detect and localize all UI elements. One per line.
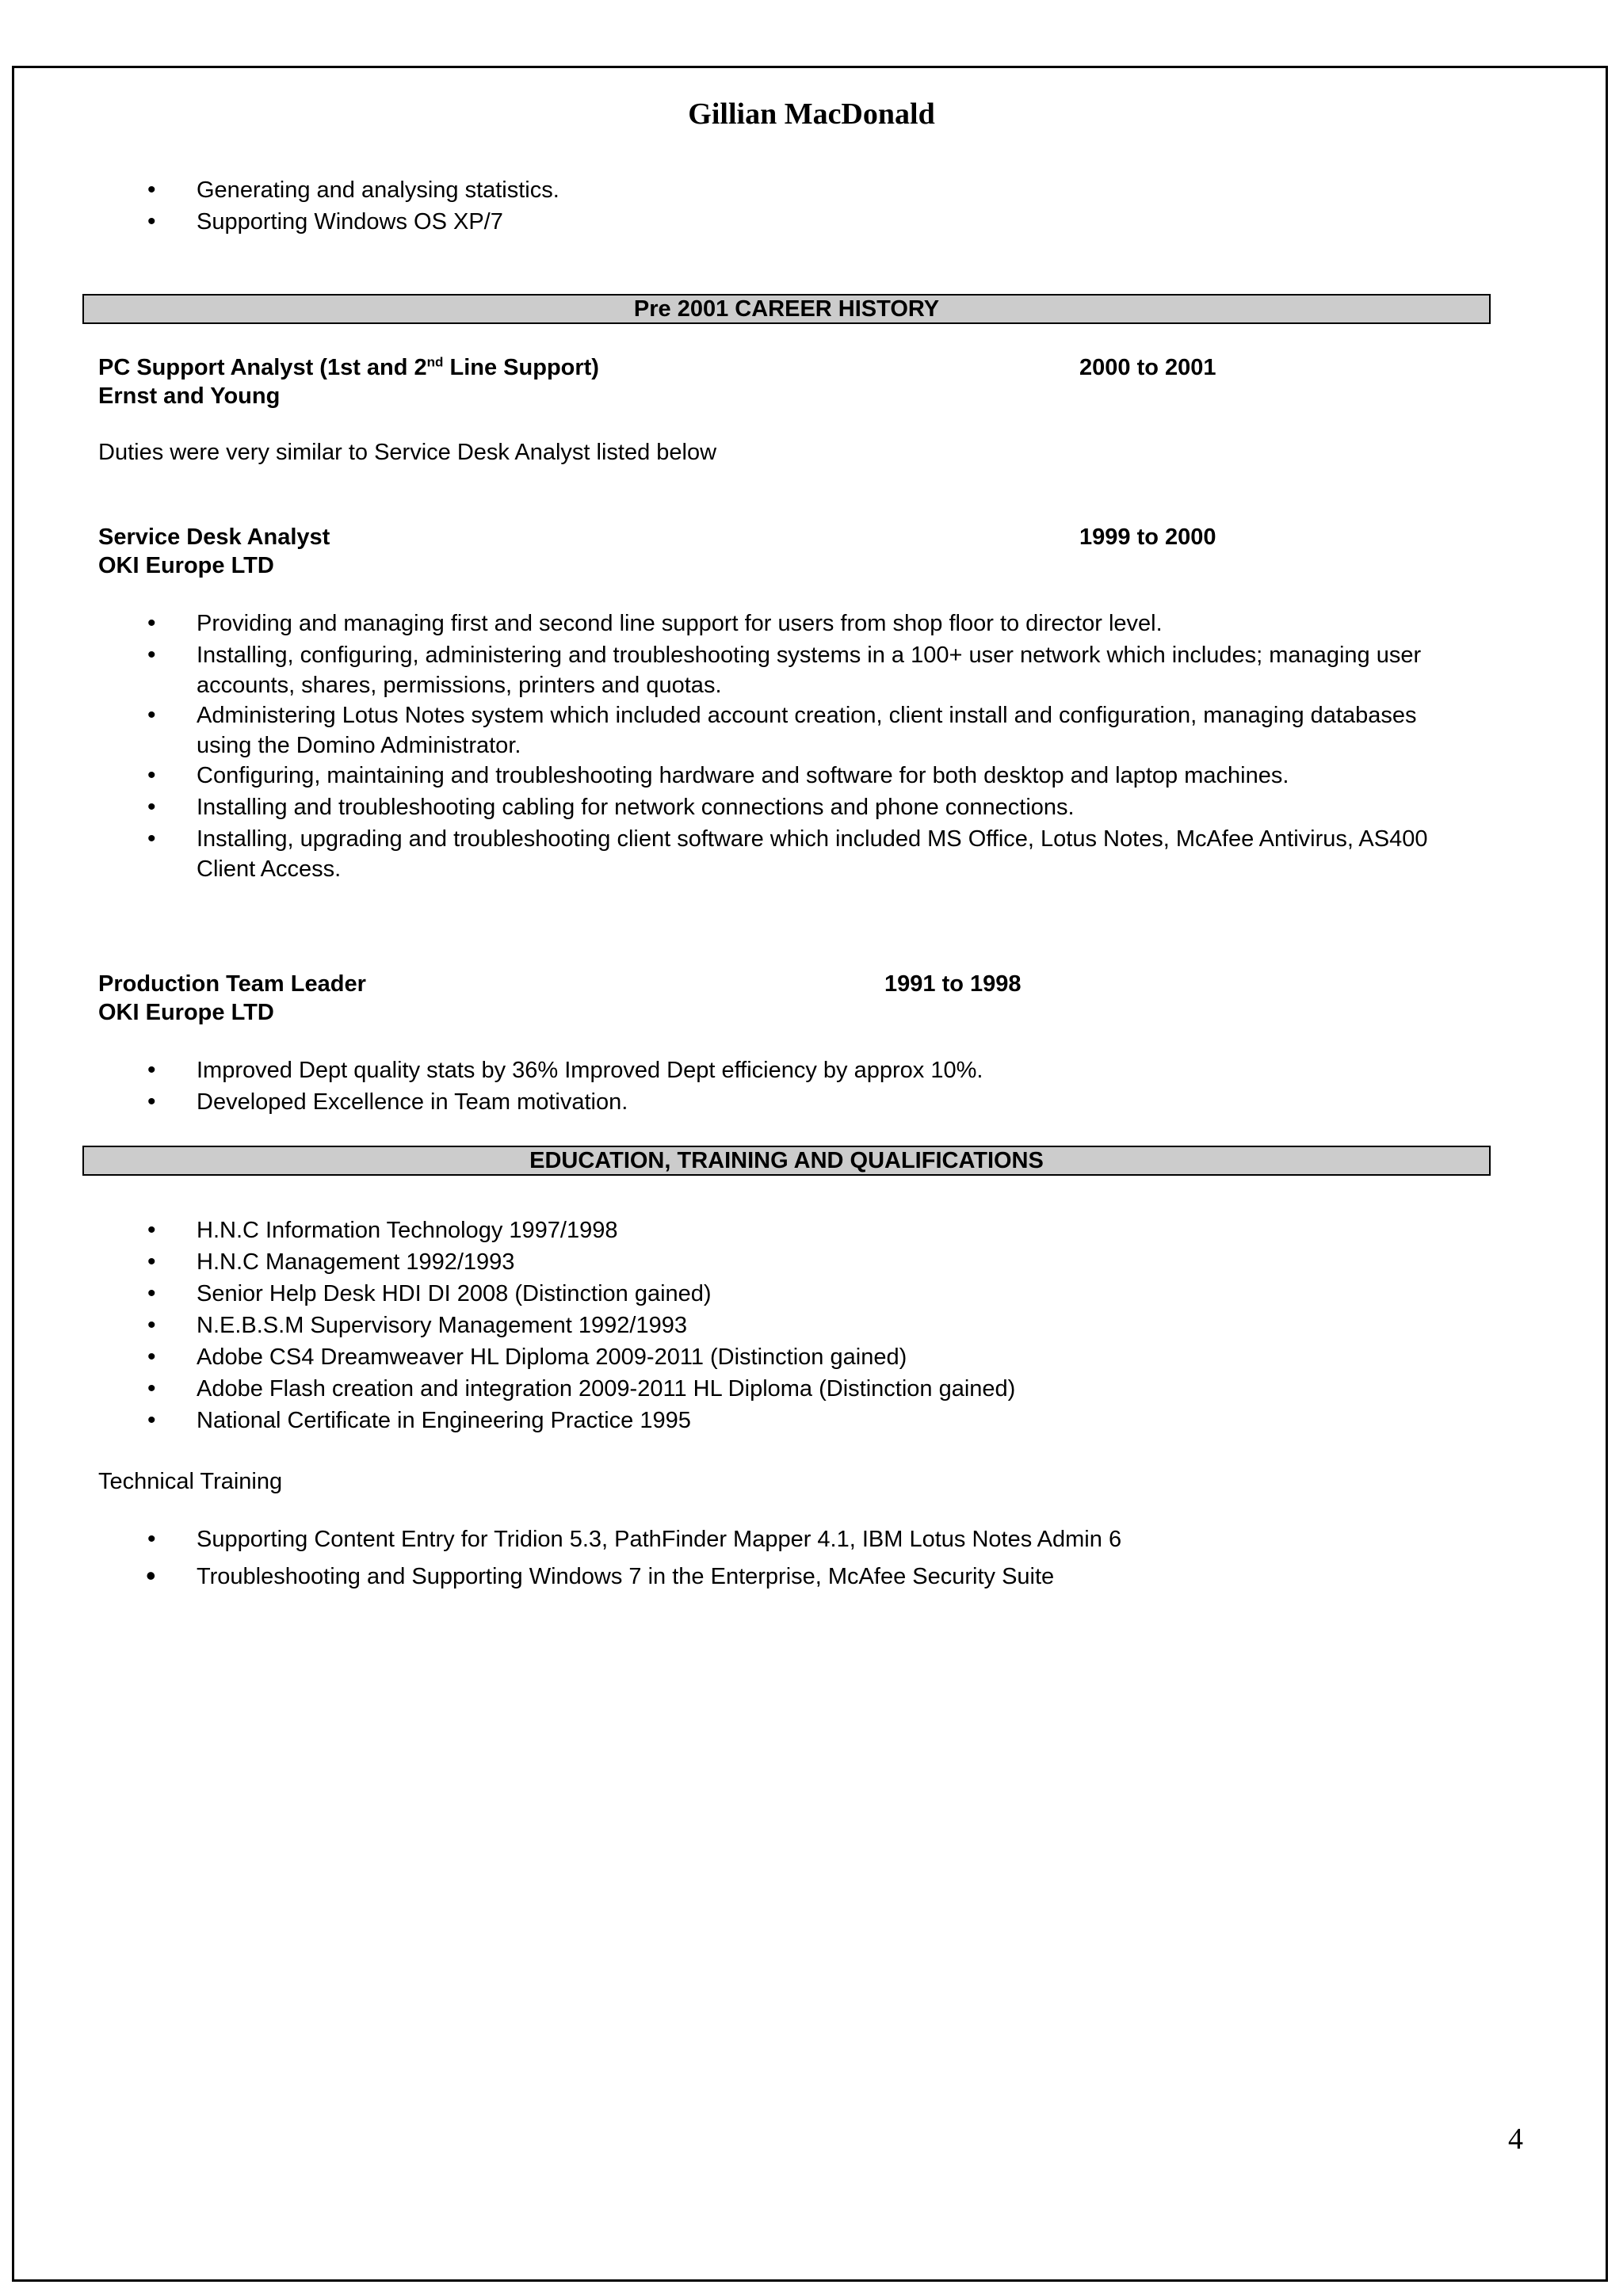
candidate-name: Gillian MacDonald (688, 97, 935, 131)
duty-item-continued: accounts, shares, permissions, printers and quotas. (197, 673, 722, 698)
section-header-career: Pre 2001 CAREER HISTORY (82, 294, 1491, 324)
bullet-icon: • (147, 177, 156, 203)
duty-item: Configuring, maintaining and troubleshooting hardware and software for both desktop and laptop machines. (197, 763, 1289, 788)
qualification-item: H.N.C Information Technology 1997/1998 (197, 1218, 618, 1243)
achievement-item: Improved Dept quality stats by 36% Improved Dept efficiency by approx 10%. (197, 1058, 983, 1083)
job-company: OKI Europe LTD (98, 1000, 274, 1025)
bullet-icon: • (147, 794, 156, 820)
bullet-icon: • (147, 1526, 156, 1552)
bullet-icon: • (147, 642, 156, 668)
qualification-item: H.N.C Management 1992/1993 (197, 1249, 515, 1275)
intro-bullet: Supporting Windows OS XP/7 (197, 209, 503, 235)
qualification-item: Adobe Flash creation and integration 2009-2011 HL Diploma (Distinction gained) (197, 1376, 1016, 1402)
duty-item: Installing and troubleshooting cabling for network connections and phone connections. (197, 795, 1075, 820)
qualification-item: Senior Help Desk HDI DI 2008 (Distinction gained) (197, 1281, 712, 1306)
bullet-icon: • (147, 1249, 156, 1275)
job-company: OKI Europe LTD (98, 553, 274, 578)
bullet-icon: • (147, 610, 156, 636)
achievement-item: Developed Excellence in Team motivation. (197, 1089, 628, 1115)
duty-item: Installing, configuring, administering and troubleshooting systems in a 100+ user network which includes; managing user (197, 643, 1422, 668)
bullet-icon: • (147, 1089, 156, 1115)
duty-item-continued: using the Domino Administrator. (197, 733, 521, 758)
qualification-item: Adobe CS4 Dreamweaver HL Diploma 2009-2011 (Distinction gained) (197, 1344, 907, 1370)
technical-item: Supporting Content Entry for Tridion 5.3, PathFinder Mapper 4.1, IBM Lotus Notes Admin 6 (197, 1527, 1122, 1552)
job-title: PC Support Analyst (1st and 2nd Line Support) (98, 354, 599, 380)
bullet-icon: • (147, 826, 156, 852)
bullet-icon: • (147, 1217, 156, 1243)
job-title: Production Team Leader (98, 971, 366, 997)
bullet-icon: • (147, 1375, 156, 1402)
duty-item: Providing and managing first and second line support for users from shop floor to director level. (197, 611, 1163, 636)
bullet-icon: • (147, 208, 156, 235)
bullet-icon: • (147, 762, 156, 788)
technical-training-label: Technical Training (98, 1469, 283, 1494)
bullet-icon: • (147, 1312, 156, 1338)
duty-item: Administering Lotus Notes system which included account creation, client install and configuration, managing databases (197, 703, 1417, 728)
bullet-icon: • (147, 1344, 156, 1370)
bullet-icon: • (147, 702, 156, 728)
duty-item: Installing, upgrading and troubleshooting client software which included MS Office, Lotus Notes, McAfee Antivirus, AS400 (197, 826, 1428, 852)
qualification-item: National Certificate in Engineering Practice 1995 (197, 1408, 691, 1433)
job-dates: 2000 to 2001 (1079, 355, 1216, 380)
job-dates: 1991 to 1998 (884, 971, 1022, 997)
job-company: Ernst and Young (98, 383, 281, 409)
qualification-item: N.E.B.S.M Supervisory Management 1992/1993 (197, 1313, 687, 1338)
page-number: 4 (1508, 2122, 1523, 2156)
intro-bullet: Generating and analysing statistics. (197, 177, 559, 203)
job-dates: 1999 to 2000 (1079, 524, 1216, 550)
technical-item: Troubleshooting and Supporting Windows 7 in the Enterprise, McAfee Security Suite (197, 1564, 1055, 1589)
section-header-education: EDUCATION, TRAINING AND QUALIFICATIONS (82, 1146, 1491, 1176)
bullet-icon: • (147, 1280, 156, 1306)
bullet-icon: • (146, 1559, 156, 1592)
job-title: Service Desk Analyst (98, 524, 330, 550)
bullet-icon: • (147, 1057, 156, 1083)
duty-item-continued: Client Access. (197, 856, 342, 882)
bullet-icon: • (147, 1407, 156, 1433)
job-note: Duties were very similar to Service Desk Analyst listed below (98, 440, 717, 465)
